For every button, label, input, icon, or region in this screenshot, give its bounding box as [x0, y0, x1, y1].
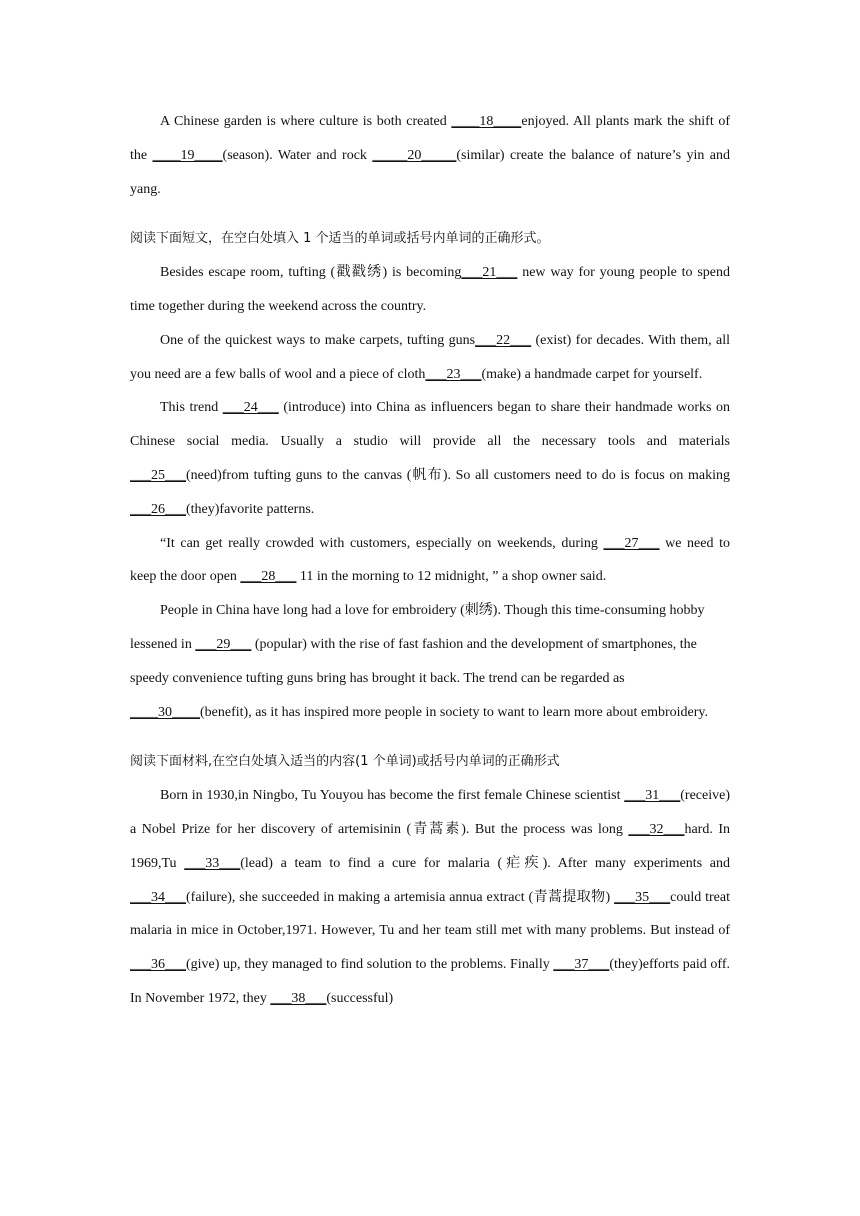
text: A Chinese garden is where culture is both created — [160, 114, 452, 129]
text: new way for young people to spend time together during the weekend across the country. — [130, 265, 731, 314]
text: (season). Water and rock — [222, 147, 373, 163]
blank-36[interactable]: ___36___ — [130, 957, 186, 973]
blank-37[interactable]: ___37___ — [553, 957, 610, 973]
paragraph-chinese-garden — [130, 105, 730, 206]
blank-29[interactable]: ___29___ — [195, 636, 252, 652]
text: (benefit), as it has inspired more people in society to want to learn more about embroidery. — [200, 704, 708, 720]
blank-28[interactable]: ___28___ — [240, 569, 297, 585]
text: People in China have long had a love for embroidery (刺绣). Though this time-consuming hobby lessened in — [130, 603, 705, 652]
blank-33[interactable]: ___33___ — [184, 855, 241, 871]
blank-19[interactable]: ____19____ — [152, 147, 223, 163]
text: (similar) create the balance of nature’s yin and yang. — [130, 147, 731, 197]
blank-20[interactable]: _____20_____ — [372, 147, 457, 163]
text: This trend — [160, 400, 223, 416]
blank-24[interactable]: ___24___ — [222, 400, 279, 416]
text: One of the quickest ways to make carpets, tufting guns — [160, 332, 476, 348]
text: (failure), she succeeded in making a artemisia annua extract (青蒿提取物) — [186, 889, 615, 905]
text: (exist) for decades. With them, all you need are a few balls of wool and a piece of cloth — [130, 332, 730, 382]
paragraph-tufting-intro — [130, 256, 730, 324]
text: (give) up, they managed to find solution to the problems. Finally — [186, 957, 554, 973]
blank-18[interactable]: ____18____ — [451, 114, 522, 129]
blank-34[interactable]: ___34___ — [130, 889, 186, 905]
paragraph-tufting-guns — [130, 324, 730, 392]
paragraph-tu-youyou — [130, 779, 730, 1016]
text: (they)favorite patterns. — [186, 501, 315, 517]
text: 11 in the morning to 12 midnight, ” a shop owner said. — [296, 569, 607, 585]
text: (make) a handmade carpet for yourself. — [481, 366, 703, 382]
paragraph-shop-owner-quote — [130, 527, 730, 595]
text: (successful) — [326, 990, 394, 1006]
blank-35[interactable]: ___35___ — [614, 889, 671, 905]
text: “It can get really crowded with customers, especially on weekends, during — [160, 535, 604, 551]
text: (popular) with the rise of fast fashion and the development of smartphones, the speedy convenience tufting guns bring has brought it back. The trend can be regarded as — [130, 636, 697, 686]
blank-23[interactable]: ___23___ — [425, 366, 482, 382]
text: (introduce) into China as influencers began to share their handmade works on Chinese social media. Usually a studio will provide all the necessary tools and materials — [130, 400, 730, 450]
paragraph-trend — [130, 391, 730, 526]
text: Born in 1930,in Ningbo, Tu Youyou has become the first female Chinese scientist — [160, 788, 625, 804]
blank-22[interactable]: ___22___ — [475, 332, 532, 348]
blank-31[interactable]: ___31___ — [624, 788, 681, 804]
text: Besides escape room, tufting (戳戳绣) is becoming — [160, 265, 462, 281]
blank-27[interactable]: ___27___ — [603, 535, 660, 551]
text: (need)from tufting guns to the canvas (帆布). So all customers need to do is focus on making — [186, 467, 730, 483]
blank-26[interactable]: ___26___ — [130, 501, 186, 517]
text: enjoyed. All plants mark the shift of the — [130, 114, 731, 163]
text: we need to keep the door open — [130, 535, 730, 585]
text: (they)efforts paid off. In November 1972, they — [130, 957, 730, 1006]
text: (receive) a Nobel Prize for her discovery of artemisinin (青蒿素). But the process was long — [130, 788, 730, 837]
blank-21[interactable]: ___21___ — [461, 265, 518, 281]
text: hard. In 1969,Tu — [130, 821, 730, 871]
blank-32[interactable]: ___32___ — [628, 821, 685, 837]
instruction-heading-1: 阅读下面短文，在空白处填入 1 个适当的单词或括号内单词的正确形式。 — [130, 231, 550, 247]
spacer — [130, 729, 730, 745]
blank-30[interactable]: ____30____ — [130, 704, 200, 720]
text: could treat malaria in mice in October,1971. However, Tu and her team still met with many problems. But instead of — [130, 889, 730, 939]
blank-25[interactable]: ___25___ — [130, 467, 186, 483]
document-page — [130, 105, 730, 1016]
paragraph-embroidery — [130, 594, 730, 729]
blank-38[interactable]: ___38___ — [270, 990, 327, 1006]
spacer — [130, 206, 730, 222]
text: (lead) a team to find a cure for malaria (疟疾). After many experiments and — [240, 855, 731, 871]
instruction-heading-2: 阅读下面材料,在空白处填入适当的内容(1 个单词)或括号内单词的正确形式 — [130, 754, 560, 770]
